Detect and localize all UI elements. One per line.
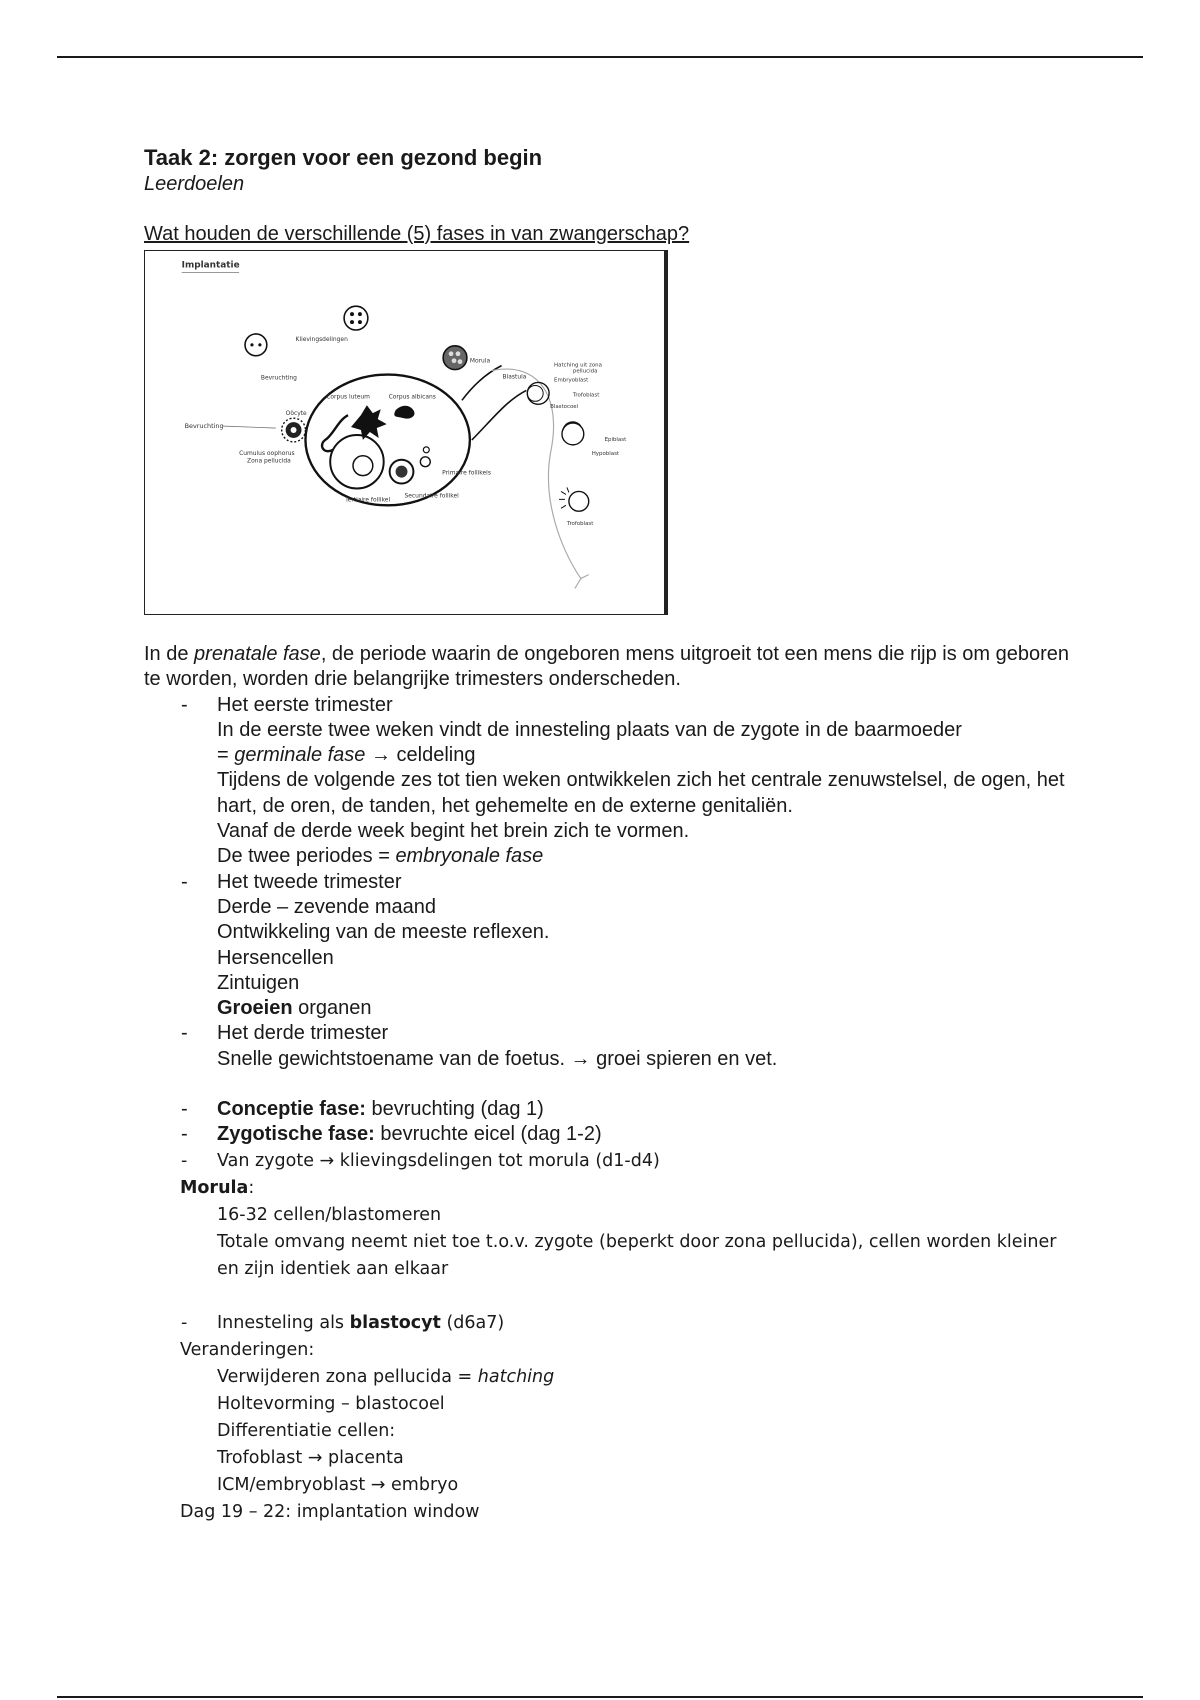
term: germinale fase xyxy=(234,744,366,767)
bold-term: Conceptie fase: xyxy=(217,1098,366,1121)
label-epiblast: Epiblast xyxy=(604,436,627,443)
figure-heading: Implantatie xyxy=(181,260,240,271)
document-header xyxy=(144,145,1064,267)
document-body xyxy=(144,642,1074,1526)
header-rule xyxy=(57,56,1143,58)
blasto-line-3: Differentiatie cellen: xyxy=(217,1420,396,1441)
label-hatching: Hatching uit zona xyxy=(554,362,602,369)
text: organen xyxy=(292,997,372,1020)
label-bevruchting-small: Bevruchting xyxy=(260,374,297,382)
label-corpus-albicans: Corpus albicans xyxy=(388,393,436,401)
trimester-1-heading: Het eerste trimester xyxy=(217,693,393,716)
bullet-dash: - xyxy=(181,1123,188,1146)
list-item-zygote xyxy=(144,1148,1074,1175)
trimester-1-line-1: In de eerste twee weken vindt de innesteling plaats van de zygote in de baarmoeder xyxy=(217,718,962,741)
trimester-1-line-5 xyxy=(144,844,1074,869)
trimester-2-heading: Het tweede trimester xyxy=(217,870,402,893)
trimester-2-line-5 xyxy=(144,996,1074,1021)
blasto-line-1 xyxy=(144,1364,1074,1391)
intro-paragraph xyxy=(144,642,1074,693)
trimester-2-line-4: Zintuigen xyxy=(217,971,300,994)
label-blastula: Blastula xyxy=(502,373,527,381)
label-klievingsdelingen: Klievingsdelingen xyxy=(295,335,348,343)
label-secundaire: Secundaire follikel xyxy=(404,492,459,500)
bullet-dash: - xyxy=(181,1098,188,1121)
intro-term: prenatale fase xyxy=(194,643,321,665)
blastocyst-shapes xyxy=(527,382,588,511)
label-tertiaire: Tertiaire follikel xyxy=(345,496,391,504)
label-hypoblast: Hypoblast xyxy=(591,450,620,457)
label-morula: Morula xyxy=(469,357,491,365)
text: Van zygote → klievingsdelingen tot morula (d1-d4) xyxy=(217,1150,660,1171)
bold-term: blastocyt xyxy=(349,1312,441,1333)
follicles xyxy=(322,405,430,488)
bullet-dash: - xyxy=(181,1312,188,1333)
morula-heading xyxy=(144,1175,1074,1202)
blasto-line-2: Holtevorming – blastocoel xyxy=(217,1393,445,1414)
label-trofoblast-2: Trofoblast xyxy=(566,521,594,528)
morula-line-1: 16-32 cellen/blastomeren xyxy=(217,1204,442,1225)
footer-rule xyxy=(57,1696,1143,1698)
list-item-blastocyt xyxy=(144,1310,1074,1337)
trimester-2-line-2: Ontwikkeling van de meeste reflexen. xyxy=(217,921,550,944)
morula-shape xyxy=(443,346,467,370)
label-oocyte: Oöcyte xyxy=(285,410,307,418)
trimester-2-line-3: Hersencellen xyxy=(217,946,334,969)
veranderingen-heading: Veranderingen: xyxy=(180,1339,315,1360)
bold-term: Morula xyxy=(180,1177,249,1198)
bullet-dash: - xyxy=(181,693,188,716)
four-cell-shape xyxy=(344,306,368,330)
intro-text-a: In de xyxy=(144,643,195,665)
page-title: Taak 2: zorgen voor een gezond begin xyxy=(144,145,543,170)
implantation-figure xyxy=(144,250,668,615)
calibri-section xyxy=(144,1148,1074,1526)
trimester-3-line-1: Snelle gewichtstoename van de foetus. → groei spieren en vet. xyxy=(217,1047,778,1070)
label-bevruchting: Bevruchting xyxy=(184,422,224,431)
text: Innesteling als xyxy=(217,1312,350,1333)
label-cumulus: Cumulus oophorus xyxy=(239,449,295,457)
trimester-3-heading: Het derde trimester xyxy=(217,1022,389,1045)
label-corpus-luteum: Corpus luteum xyxy=(326,393,370,401)
label-blastocoel: Blastocoel xyxy=(550,404,579,411)
implantation-diagram xyxy=(145,251,664,614)
fertilization-shape xyxy=(282,418,306,442)
text: Verwijderen zona pellucida = xyxy=(217,1366,478,1387)
blasto-line-5: ICM/embryoblast → embryo xyxy=(217,1474,459,1495)
list-item-zygotisch xyxy=(144,1122,1074,1147)
trimester-1-line-2 xyxy=(144,743,1074,768)
bold-term: Groeien xyxy=(217,997,293,1020)
spacer xyxy=(144,1072,1074,1097)
list-item-trimester-3 xyxy=(144,1021,1074,1046)
label-zona: Zona pellucida xyxy=(247,457,291,465)
morula-line-2: Totale omvang neemt niet toe t.o.v. zygote (beperkt door zona pellucida), cellen worden kleiner en zijn identiek aan elkaar xyxy=(217,1231,1057,1279)
zygote-shape xyxy=(245,334,267,356)
text: (d6a7) xyxy=(440,1312,505,1333)
bold-term: Zygotische fase: xyxy=(217,1123,375,1146)
term: embryonale fase xyxy=(395,845,544,868)
implantation-window: Dag 19 – 22: implantation window xyxy=(180,1501,480,1522)
spacer xyxy=(144,1283,1074,1310)
blasto-line-4: Trofoblast → placenta xyxy=(217,1447,404,1468)
intro-text-c: , de periode waarin de ongeboren mens uitgroeit tot een mens die rijp is om geboren te worden, worden drie belangrijke trimesters onderscheden. xyxy=(144,643,1070,691)
label-primaire: Primaire follikels xyxy=(442,469,491,477)
list-item-conceptie xyxy=(144,1097,1074,1122)
label-pellucida: pellucida xyxy=(572,368,598,375)
bullet-dash: - xyxy=(181,1022,188,1045)
trimester-1-line-4: Vanaf de derde week begint het brein zich te vormen. xyxy=(217,820,690,843)
text: = xyxy=(217,744,235,767)
subtitle: Leerdoelen xyxy=(144,173,245,195)
trimester-1-line-3: Tijdens de volgende zes tot tien weken ontwikkelen zich het centrale zenuwstelsel, de ogen, het hart, de oren, de tanden, het gehemelte en de externe genitaliën. xyxy=(217,769,1065,817)
text: : xyxy=(248,1177,255,1198)
label-embryoblast: Embryoblast xyxy=(554,377,589,384)
term: hatching xyxy=(477,1366,555,1387)
text: → celdeling xyxy=(365,744,476,767)
list-item-trimester-2 xyxy=(144,870,1074,895)
bullet-dash: - xyxy=(181,1150,188,1171)
question-heading: Wat houden de verschillende (5) fases in van zwangerschap? xyxy=(144,223,690,245)
list-item-trimester-1 xyxy=(144,693,1074,718)
trimester-2-line-1: Derde – zevende maand xyxy=(217,895,437,918)
label-trofoblast: Trofoblast xyxy=(572,392,600,399)
text: bevruchte eicel (dag 1-2) xyxy=(374,1123,602,1146)
uterus-path xyxy=(492,369,589,588)
text: bevruchting (dag 1) xyxy=(365,1098,544,1121)
text: De twee periodes = xyxy=(217,845,396,868)
bullet-dash: - xyxy=(181,870,188,893)
